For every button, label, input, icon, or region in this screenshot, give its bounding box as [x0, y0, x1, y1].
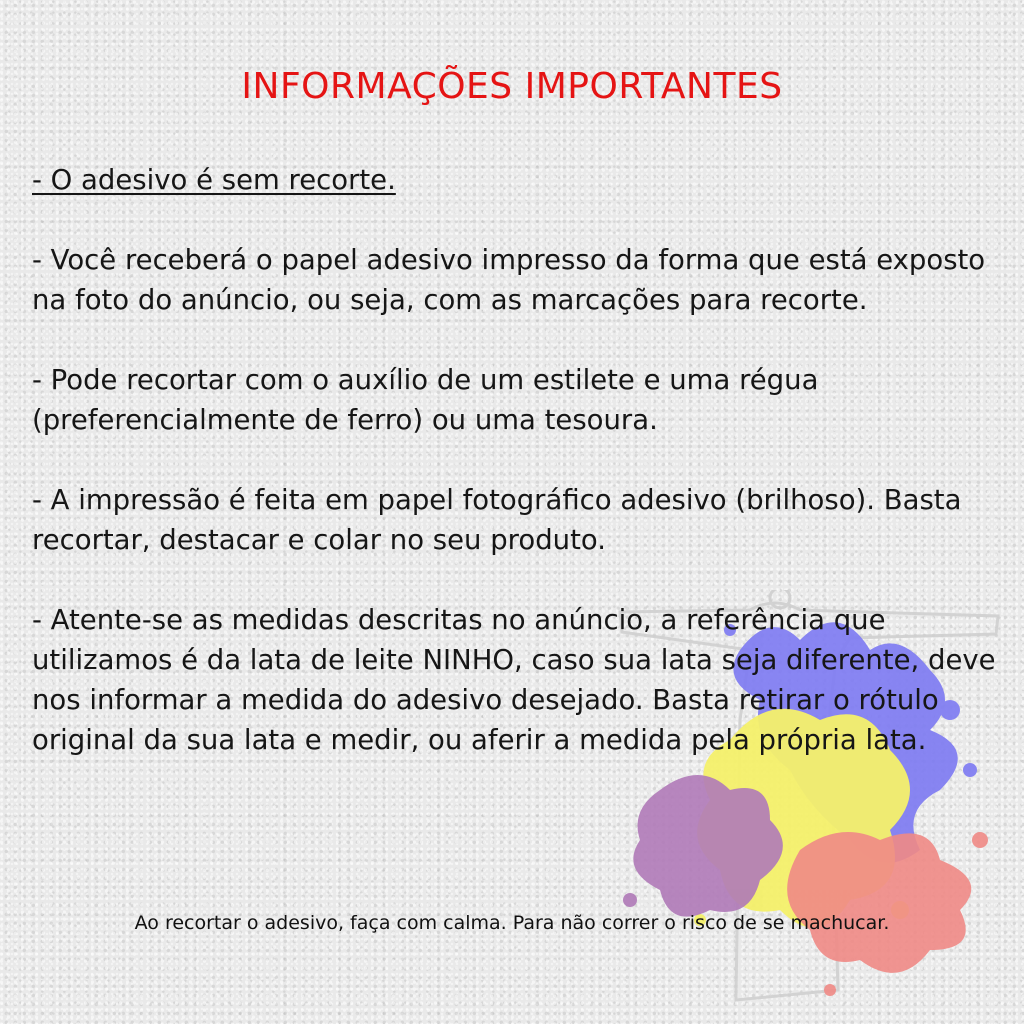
- info-text-block: [32, 160, 997, 800]
- footer-note: Ao recortar o adesivo, faça com calma. Para não correr o risco de se machucar.: [134, 912, 890, 934]
- paragraph-measurements: - Atente-se as medidas descritas no anúncio, a referência que utilizamos é da lata de leite NINHO, caso sua lata seja diferente, deve nos informar a medida do adesivo desejado. Basta retirar o rótulo original da sua lata e medir, ou aferir a medida pela própria lata.: [32, 604, 996, 756]
- paragraph-photo-paper: - A impressão é feita em papel fotográfico adesivo (brilhoso). Basta recortar, destacar e colar no seu produto.: [32, 484, 962, 556]
- paragraph-printed-marks: - Você receberá o papel adesivo impresso da forma que está exposto na foto do anúncio, ou seja, com as marcações para recorte.: [32, 244, 986, 316]
- paragraph-cutting-tools: - Pode recortar com o auxílio de um estilete e uma régua (preferencialmente de ferro) ou uma tesoura.: [32, 364, 819, 436]
- page-title: INFORMAÇÕES IMPORTANTES: [241, 66, 783, 107]
- paragraph-no-cutting: - O adesivo é sem recorte.: [32, 164, 396, 196]
